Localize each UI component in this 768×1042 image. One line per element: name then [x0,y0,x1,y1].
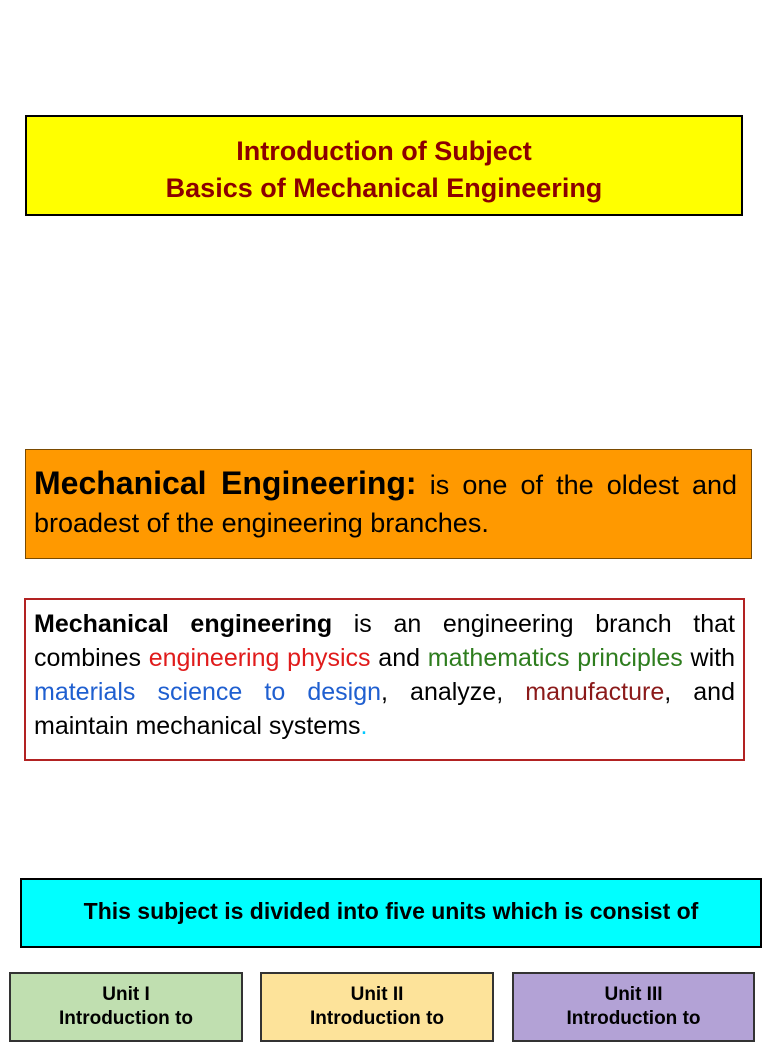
term-materials: materials science to design [34,678,381,706]
definition-text: is one of the oldest and broadest of the engineering branches. [34,470,737,538]
title-line-1: Introduction of Subject [236,136,532,166]
unit-3-name: Unit III [604,984,663,1005]
term-engineering: engineering [148,644,280,672]
unit-card-2 [260,972,494,1042]
unit-1-name: Unit I [102,984,150,1005]
unit-card-3 [512,972,755,1042]
unit-2-line-2: Introduction to [309,1008,445,1029]
title-line-2: Basics of Mechanical Engineering [165,173,603,203]
term-mathematics: mathematics principles [427,644,683,672]
term-manufacture: manufacture [525,678,665,706]
detail-part-2: and [370,644,428,672]
detail-part-5: , and maintain mechanical systems [34,678,735,740]
unit-1-line-2: Introduction to [58,1008,194,1029]
title-box [25,115,743,216]
unit-card-1 [9,972,243,1042]
unit-3-line-2: Introduction to [566,1008,701,1029]
detail-part-4: , analyze, [381,678,526,706]
definition-lead: Mechanical Engineering: [34,465,417,501]
detail-space-1 [279,644,287,672]
detail-part-1: is an engineering branch that combines [34,610,735,672]
detail-part-3: with [682,644,736,672]
term-physics: physics [287,644,371,672]
unit-2-name: Unit II [350,984,404,1005]
definition-box [25,449,752,559]
units-header: This subject is divided into five units which is consist of [20,878,762,948]
detail-box [24,598,745,761]
detail-lead: Mechanical engineering [34,610,333,638]
detail-period: . [360,712,368,740]
